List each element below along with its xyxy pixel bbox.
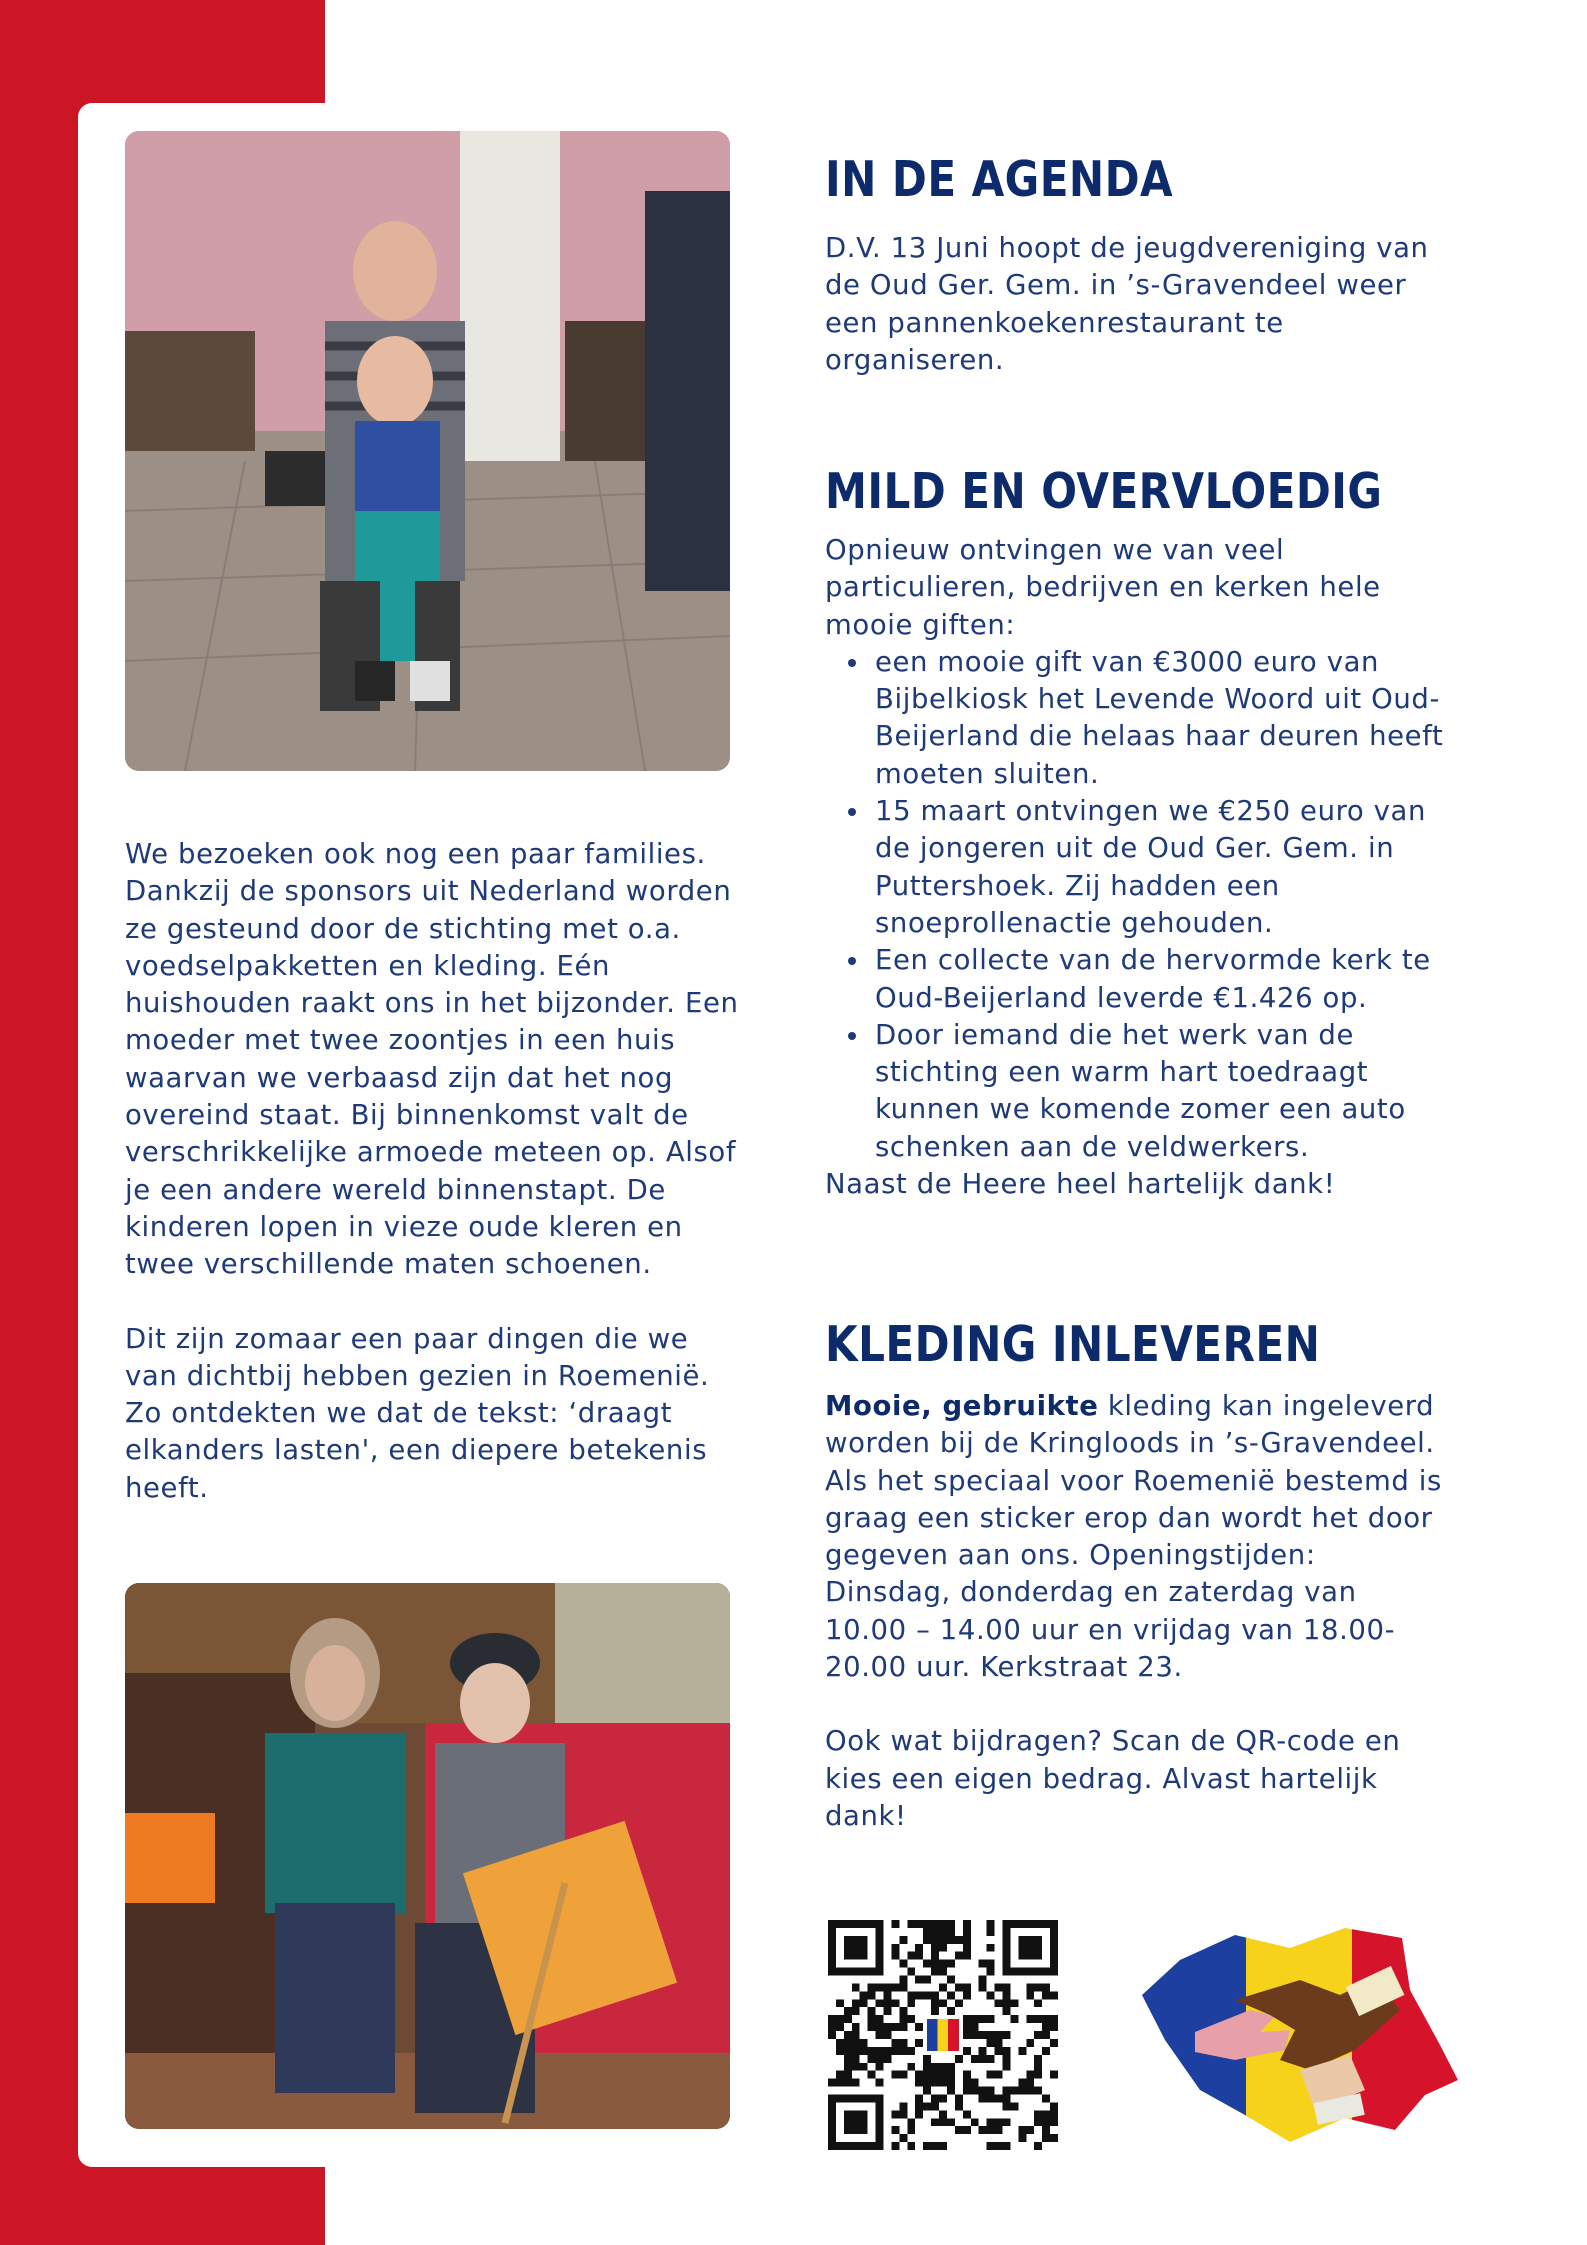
elderly-couple-photo xyxy=(125,1583,730,2129)
list-item: Een collecte van de hervormde kerk te Oud-Beijerland leverde €1.426 op. xyxy=(875,942,1445,1017)
list-item: een mooie gift van €3000 euro van Bijbelkiosk het Levende Woord uit Oud-Beijerland die helaas haar deuren heeft moeten sluiten. xyxy=(875,644,1445,793)
mild-outro: Naast de Heere heel hartelijk dank! xyxy=(825,1168,1336,1201)
kleding-heading: KLEDING INLEVEREN xyxy=(825,1316,1321,1373)
agenda-text: D.V. 13 Juni hoopt de jeugdvereniging van de Oud Ger. Gem. in ’s-Gravendeel weer een pannenkoekenrestaurant te organiseren. xyxy=(825,232,1429,376)
qr-code[interactable] xyxy=(828,1920,1058,2150)
agenda-heading: IN DE AGENDA xyxy=(825,151,1174,208)
kleding-section xyxy=(825,1388,1445,1835)
mild-heading: MILD EN OVERVLOEDIG xyxy=(825,463,1383,520)
list-item: Door iemand die het werk van de stichting een warm hart toedraagt kunnen we komende zomer een auto schenken aan de veldwerkers. xyxy=(875,1017,1445,1166)
kleding-paragraph xyxy=(825,1388,1445,1686)
two-boys-photo xyxy=(125,131,730,771)
list-item: 15 maart ontvingen we €250 euro van de jongeren uit de Oud Ger. Gem. in Puttershoek. Zij hadden een snoeprollenactie gehouden. xyxy=(875,793,1445,942)
left-story-text xyxy=(125,836,740,1507)
kleding-cta: Ook wat bijdragen? Scan de QR-code en kies een eigen bedrag. Alvast hartelijk dank! xyxy=(825,1725,1401,1832)
mild-intro: Opnieuw ontvingen we van veel particulieren, bedrijven en kerken hele mooie giften: xyxy=(825,534,1381,641)
story-paragraph-2: Dit zijn zomaar een paar dingen die we van dichtbij hebben gezien in Roemenië. Zo ontdekten we dat de tekst: ‘draagt elkanders lasten', een diepere betekenis heeft. xyxy=(125,1322,710,1504)
romania-hands-logo xyxy=(1140,1920,1458,2146)
kleding-body: kleding kan ingeleverd worden bij de Kringloods in ’s-Gravendeel. Als het speciaal voor Roemenië bestemd is graag een sticker erop dan wordt het door gegeven aan ons. Openingstijden: Dinsdag, donderdag en zaterdag van 10.00 – 14.00 uur en vrijdag van 18.00-20.00 uur. Kerkstraat 23. xyxy=(825,1390,1442,1684)
gifts-list xyxy=(825,644,1445,1166)
mild-section xyxy=(825,532,1445,1203)
kleding-bold-lead: Mooie, gebruikte xyxy=(825,1390,1099,1422)
story-paragraph-1: We bezoeken ook nog een paar families. Dankzij de sponsors uit Nederland worden ze gesteund door de stichting met o.a. voedselpakketten en kleding. Eén huishouden raakt ons in het bijzonder. Een moeder met twee zoontjes in een huis waarvan we verbaasd zijn dat het nog overeind staat. Bij binnenkomst valt de verschrikkelijke armoede meteen op. Alsof je een andere wereld binnenstapt. De kinderen lopen in vieze oude kleren en twee verschillende maten schoenen. xyxy=(125,838,739,1281)
